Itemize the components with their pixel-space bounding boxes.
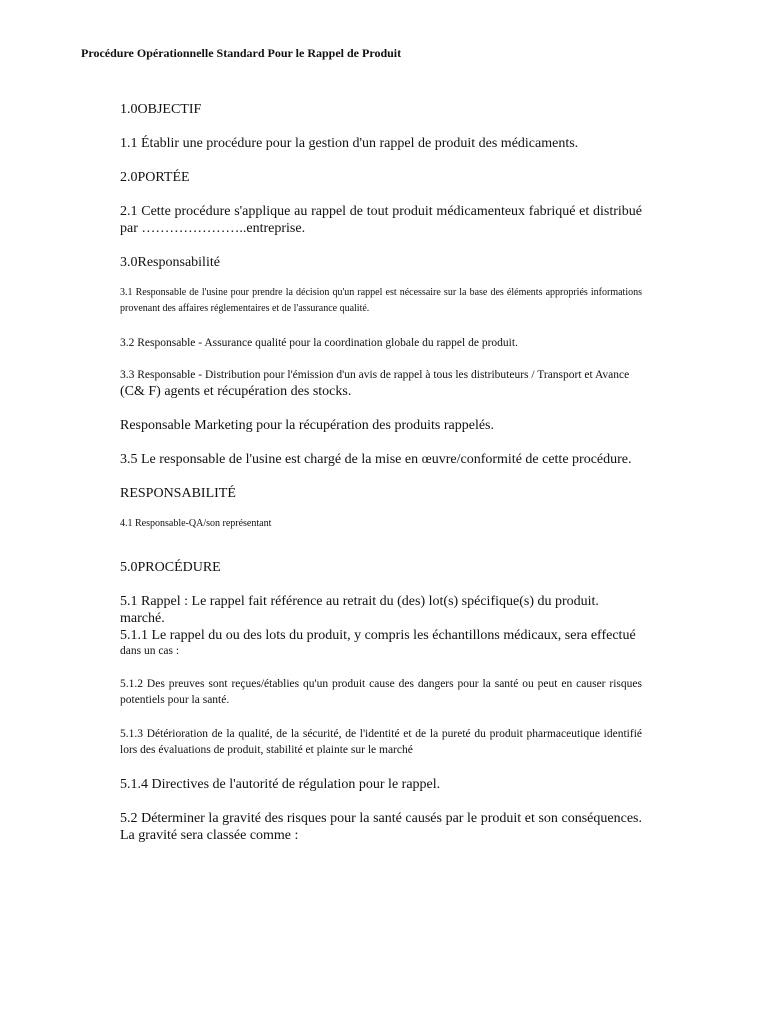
paragraph-5-1: 5.1 Rappel : Le rappel fait référence au retrait du (des) lot(s) spécifique(s) du produit. [120,594,599,609]
paragraph-marketing: Responsable Marketing pour la récupération des produits rappelés. [120,418,495,433]
paragraph-5-1-continued: marché. [120,611,165,626]
document-title: Procédure Opérationnelle Standard Pour le Rappel de Produit [81,46,402,60]
paragraph-1-1: 1.1 Établir une procédure pour la gestion d'un rappel de produit des médicaments. [120,136,579,151]
paragraph-5-1-1-continued: dans un cas : [120,645,180,657]
section-heading-responsabilite: 3.0Responsabilité [120,255,220,270]
paragraph-3-1: 3.1 Responsable de l'usine pour prendre la décision qu'un rappel est nécessaire sur la base des éléments appropriés informations provenant des affaires réglementaires et de l'assurance qualité. [120,287,642,314]
document-body [120,101,642,844]
section-heading-procedure: 5.0PROCÉDURE [120,560,221,575]
paragraph-2-1: 2.1 Cette procédure s'applique au rappel de tout produit médicamenteux fabriqué et distribué par …………………..entreprise. [120,204,642,236]
paragraph-5-2: 5.2 Déterminer la gravité des risques pour la santé causés par le produit et son conséquences. La gravité sera classée comme : [120,811,642,843]
paragraph-3-5: 3.5 Le responsable de l'usine est chargé de la mise en œuvre/conformité de cette procédure. [120,452,632,467]
paragraph-3-3-continued: (C& F) agents et récupération des stocks. [120,384,352,399]
section-heading-portee: 2.0PORTÉE [120,170,190,185]
paragraph-4-1: 4.1 Responsable-QA/son représentant [120,518,272,529]
section-heading-responsabilite-caps: RESPONSABILITÉ [120,486,236,501]
paragraph-3-2: 3.2 Responsable - Assurance qualité pour la coordination globale du rappel de produit. [120,337,518,349]
section-heading-objectif: 1.0OBJECTIF [120,102,202,117]
paragraph-5-1-3: 5.1.3 Détérioration de la qualité, de la sécurité, de l'identité et de la pureté du produit pharmaceutique identifié lors des évaluations de produit, stabilité et plainte sur le marché [120,728,642,756]
paragraph-5-1-4: 5.1.4 Directives de l'autorité de régulation pour le rappel. [120,777,441,792]
paragraph-3-3: 3.3 Responsable - Distribution pour l'émission d'un avis de rappel à tous les distributeurs / Transport et Avance [120,369,630,381]
paragraph-5-1-1: 5.1.1 Le rappel du ou des lots du produit, y compris les échantillons médicaux, sera effectué [120,628,636,643]
paragraph-5-1-2: 5.1.2 Des preuves sont reçues/établies qu'un produit cause des dangers pour la santé ou peut en causer risques potentiels pour la santé. [120,678,642,706]
